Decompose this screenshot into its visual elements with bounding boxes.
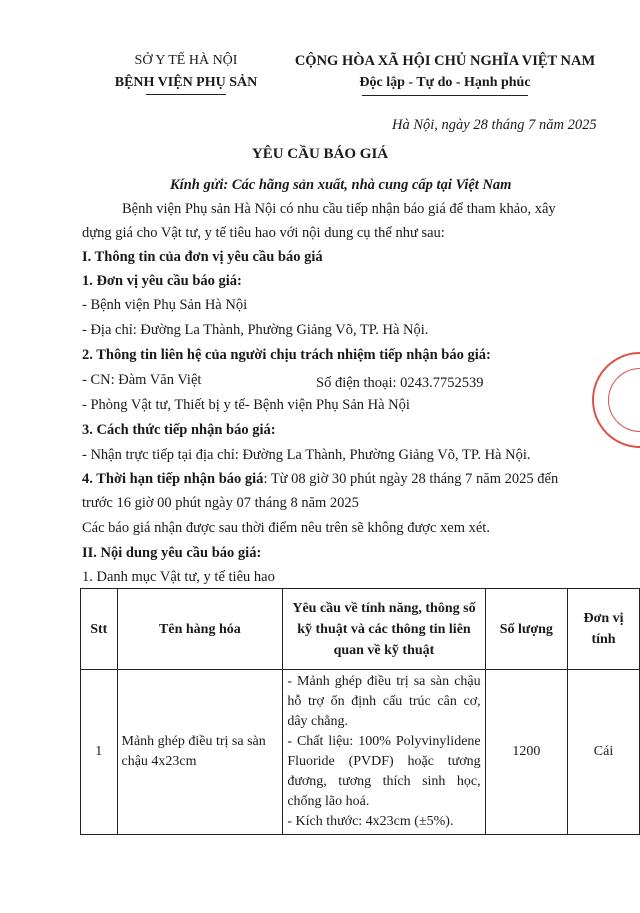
items-table	[80, 588, 640, 835]
national-motto: Độc lập - Tự do - Hạnh phúc	[359, 75, 531, 90]
row-qty: 1200	[485, 670, 567, 835]
item-4-line-2: trước 16 giờ 00 phút ngày 07 tháng 8 năm 2025	[82, 495, 359, 511]
header-spec: Yêu cầu về tính năng, thông số kỹ thuật và các thông tin liên quan về kỹ thuật	[283, 589, 485, 670]
header-right-underline	[362, 95, 528, 96]
item-2-heading: 2. Thông tin liên hệ của người chịu trách nhiệm tiếp nhận báo giá:	[82, 347, 491, 363]
list-title: 1. Danh mục Vật tư, y tế tiêu hao	[82, 569, 275, 585]
item-1-line-2: - Địa chỉ: Đường La Thành, Phường Giảng Võ, TP. Hà Nội.	[82, 322, 429, 338]
section-1-heading: I. Thông tin của đơn vị yêu cầu báo giá	[82, 249, 323, 265]
row-name: Mảnh ghép điều trị sa sàn chậu 4x23cm	[117, 670, 283, 835]
row-stt: 1	[81, 670, 118, 835]
spec-line-1: - Mảnh ghép điều trị sa sàn chậu hỗ trợ ổn định cấu trúc cân cơ, dây chằng.	[287, 674, 481, 729]
document-title: YÊU CẦU BÁO GIÁ	[251, 146, 389, 162]
item-2-line-2: - Phòng Vật tư, Thiết bị y tế- Bệnh viện Phụ Sản Hà Nội	[82, 397, 410, 413]
country-name: CỘNG HÒA XÃ HỘI CHỦ NGHĨA VIỆT NAM	[294, 53, 596, 69]
spec-line-2: - Chất liệu: 100% Polyvinylidene Fluoride (PVDF) hoặc tương đương, tương thích sinh học, chống lão hoá.	[287, 734, 481, 809]
header-right	[280, 50, 610, 94]
item-3-line-1: - Nhận trực tiếp tại địa chỉ: Đường La Thành, Phường Giảng Võ, TP. Hà Nội.	[82, 447, 531, 463]
header-left-underline	[146, 94, 226, 95]
spec-line-3: - Kích thước: 4x23cm (±5%).	[287, 814, 454, 829]
item-4-line-1	[82, 471, 558, 488]
table-header-row	[81, 589, 640, 670]
item-4-heading: 4. Thời hạn tiếp nhận báo giá	[82, 471, 264, 487]
item-2-person: - CN: Đàm Văn Việt	[82, 372, 202, 388]
header-qty: Số lượng	[485, 589, 567, 670]
hospital-name: BỆNH VIỆN PHỤ SẢN	[114, 75, 258, 90]
header-left	[86, 50, 286, 94]
row-spec	[283, 670, 485, 835]
official-stamp	[592, 352, 640, 448]
item-1-heading: 1. Đơn vị yêu cầu báo giá:	[82, 273, 242, 289]
item-2-phone: Số điện thoại: 0243.7752539	[316, 375, 484, 391]
item-1-line-1: - Bệnh viện Phụ Sản Hà Nội	[82, 297, 248, 313]
header-unit: Đơn vị tính	[568, 589, 640, 670]
item-4-line-3: Các báo giá nhận được sau thời điểm nêu trên sẽ không được xem xét.	[82, 520, 490, 536]
header-name: Tên hàng hóa	[117, 589, 283, 670]
recipient-line: Kính gửi: Các hãng sản xuất, nhà cung cấp tại Việt Nam	[170, 177, 512, 193]
intro-line-1: Bệnh viện Phụ sản Hà Nội có nhu cầu tiếp nhận báo giá để tham khảo, xây	[122, 201, 556, 217]
intro-line-2: dựng giá cho Vật tư, y tế tiêu hao với nội dung cụ thể như sau:	[82, 225, 445, 241]
item-3-heading: 3. Cách thức tiếp nhận báo giá:	[82, 422, 276, 438]
table-row	[81, 670, 640, 835]
department-name: SỞ Y TẾ HÀ NỘI	[134, 53, 238, 68]
header-stt: Stt	[81, 589, 118, 670]
item-4-period: : Từ 08 giờ 30 phút ngày 28 tháng 7 năm 2025 đến	[263, 471, 559, 487]
section-2-heading: II. Nội dung yêu cầu báo giá:	[82, 545, 262, 561]
date-line: Hà Nội, ngày 28 tháng 7 năm 2025	[392, 117, 597, 133]
row-unit: Cái	[568, 670, 640, 835]
stamp-inner-ring	[608, 368, 640, 432]
